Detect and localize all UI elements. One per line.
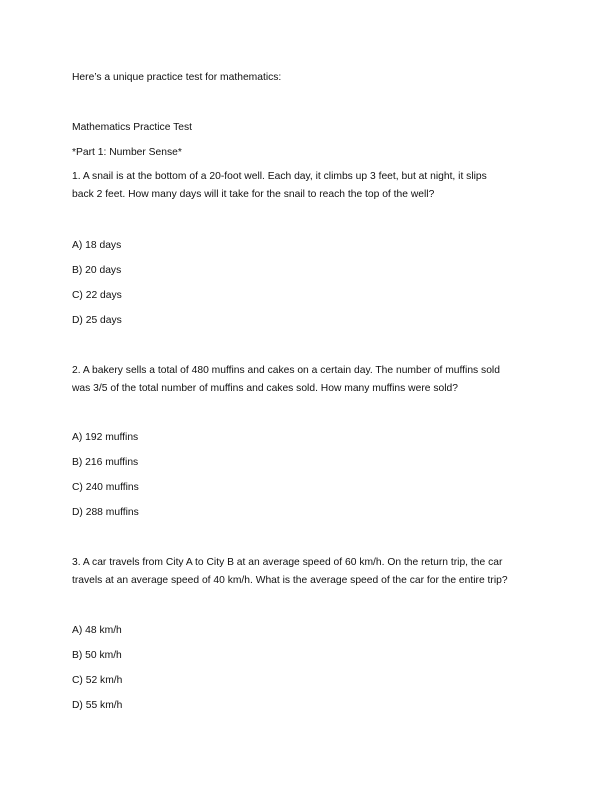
question-3-option-b: B) 50 km/h <box>72 650 122 661</box>
question-1-option-c: C) 22 days <box>72 290 122 301</box>
question-2-line-2: was 3/5 of the total number of muffins and cakes sold. How many muffins were sold? <box>72 383 458 394</box>
test-title: Mathematics Practice Test <box>72 122 192 133</box>
question-2-option-b: B) 216 muffins <box>72 457 139 468</box>
question-2-option-d: D) 288 muffins <box>72 507 139 518</box>
question-2-line-1: 2. A bakery sells a total of 480 muffins and cakes on a certain day. The number of muffins sold <box>72 365 500 376</box>
question-3-line-1: 3. A car travels from City A to City B at an average speed of 60 km/h. On the return trip, the car <box>72 557 503 568</box>
question-3-option-c: C) 52 km/h <box>72 675 123 686</box>
question-2-option-a: A) 192 muffins <box>72 432 139 443</box>
question-1-option-d: D) 25 days <box>72 315 122 326</box>
part-heading: *Part 1: Number Sense* <box>72 147 182 158</box>
question-1-line-2: back 2 feet. How many days will it take for the snail to reach the top of the well? <box>72 189 435 200</box>
question-1-option-b: B) 20 days <box>72 265 122 276</box>
question-1-line-1: 1. A snail is at the bottom of a 20-foot well. Each day, it climbs up 3 feet, but at night, it slips <box>72 171 487 182</box>
intro-text: Here’s a unique practice test for mathematics: <box>72 72 282 83</box>
question-3-line-2: travels at an average speed of 40 km/h. What is the average speed of the car for the entire trip? <box>72 575 508 586</box>
question-3-option-a: A) 48 km/h <box>72 625 122 636</box>
question-3-option-d: D) 55 km/h <box>72 700 123 711</box>
question-2-option-c: C) 240 muffins <box>72 482 139 493</box>
question-1-option-a: A) 18 days <box>72 240 122 251</box>
